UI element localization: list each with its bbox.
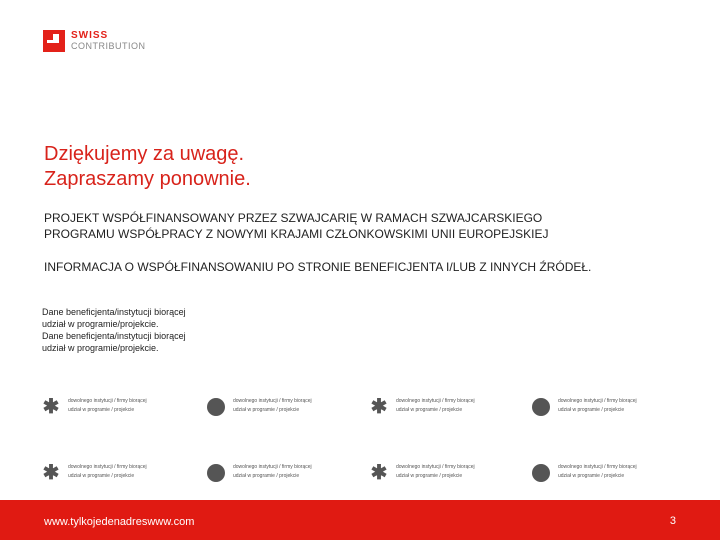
- partner-text: dowolnego instytucji / firmy biorącej: [68, 464, 147, 470]
- swiss-contribution-logo: [43, 30, 146, 52]
- project-statement: [44, 210, 684, 242]
- beneficiary-info: [42, 306, 186, 354]
- partner-text: udział w programie / projekcie: [558, 473, 625, 479]
- thanks-line: Dziękujemy za uwagę.: [44, 143, 245, 165]
- partner-logo: [42, 463, 168, 482]
- dot-icon: [207, 398, 225, 416]
- partner-logo: [370, 397, 496, 416]
- dot-icon: [207, 464, 225, 482]
- partner-logo: [42, 397, 168, 416]
- project-line-1: PROJEKT WSPÓŁFINANSOWANY PRZEZ SZWAJCARIĘ W RAMACH SZWAJCARSKIEGO: [44, 211, 543, 225]
- partner-text: udział w programie / projekcie: [68, 473, 135, 479]
- asterisk-icon: ✱: [370, 396, 388, 418]
- partner-text: dowolnego instytucji / firmy biorącej: [396, 398, 475, 404]
- asterisk-icon: ✱: [42, 462, 60, 484]
- footer-url-link[interactable]: www.tylkojedenadreswww.com: [44, 516, 195, 528]
- dot-icon: [532, 464, 550, 482]
- partner-logo: [532, 463, 658, 482]
- partner-text: dowolnego instytucji / firmy biorącej: [68, 398, 147, 404]
- partner-text: dowolnego instytucji / firmy biorącej: [396, 464, 475, 470]
- project-line-2: PROGRAMU WSPÓŁPRACY Z NOWYMI KRAJAMI CZŁONKOWSKIMI UNII EUROPEJSKIEJ: [44, 227, 549, 241]
- cofinancing-info: INFORMACJA O WSPÓŁFINANSOWANIU PO STRONIE BENEFICJENTA I/LUB Z INNYCH ŹRÓDEŁ.: [44, 260, 592, 274]
- partner-logo: [370, 463, 496, 482]
- partner-text: dowolnego instytucji / firmy biorącej: [233, 398, 312, 404]
- invite-line: Zapraszamy ponownie.: [44, 168, 251, 190]
- swiss-cross-icon: [43, 30, 65, 52]
- logo-swiss: SWISS: [71, 30, 109, 41]
- beneficiary-line: udział w programie/projekcie.: [42, 343, 159, 353]
- partner-logo: [207, 463, 333, 482]
- beneficiary-line: Dane beneficjenta/instytucji biorącej: [42, 331, 186, 341]
- asterisk-icon: ✱: [42, 396, 60, 418]
- dot-icon: [532, 398, 550, 416]
- partner-text: dowolnego instytucji / firmy biorącej: [558, 464, 637, 470]
- partner-text: udział w programie / projekcie: [68, 407, 135, 413]
- logo-text: [71, 30, 146, 52]
- partner-logo: [207, 397, 333, 416]
- asterisk-icon: ✱: [370, 462, 388, 484]
- logo-contribution: CONTRIBUTION: [71, 41, 146, 51]
- partner-text: udział w programie / projekcie: [233, 407, 300, 413]
- partner-text: dowolnego instytucji / firmy biorącej: [233, 464, 312, 470]
- partner-logo: [532, 397, 658, 416]
- beneficiary-line: Dane beneficjenta/instytucji biorącej: [42, 307, 186, 317]
- page-number: 3: [669, 515, 676, 527]
- beneficiary-line: udział w programie/projekcie.: [42, 319, 159, 329]
- partner-text: dowolnego instytucji / firmy biorącej: [558, 398, 637, 404]
- thanks-heading: [44, 142, 251, 192]
- partner-text: udział w programie / projekcie: [396, 407, 463, 413]
- partner-text: udział w programie / projekcie: [558, 407, 625, 413]
- partner-text: udział w programie / projekcie: [396, 473, 463, 479]
- partner-logos-grid: [42, 397, 682, 487]
- partner-text: udział w programie / projekcie: [233, 473, 300, 479]
- footer-bar: [0, 500, 720, 540]
